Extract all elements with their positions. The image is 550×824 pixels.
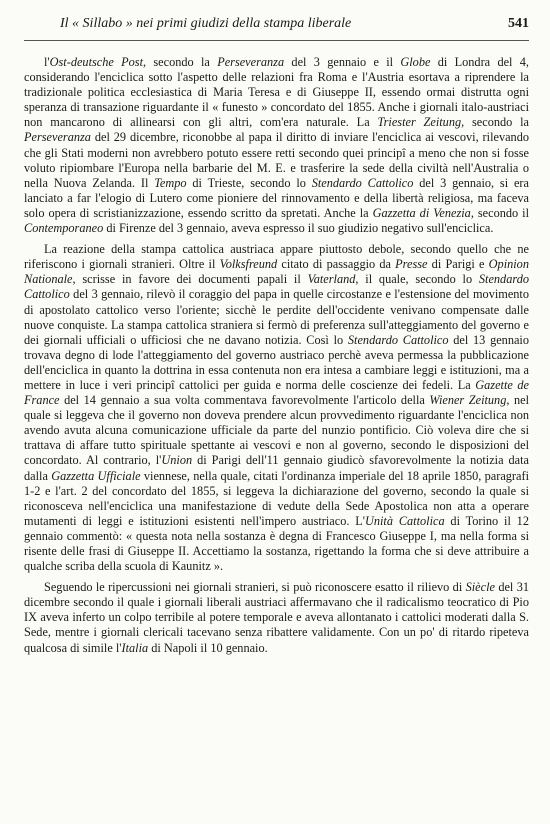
italic-title: Volksfreund [219, 257, 278, 272]
running-header [24, 16, 529, 38]
text-run: La reazione della stampa cattolica austriaca appare piuttosto debole, secondo quello che ne riferiscono i giornali stranieri. Oltre il [24, 242, 529, 272]
text-run: del 31 dicembre secondo il quale i giornali liberali austriaci affermavano che il radicalismo teocratico di Pio IX aveva inferto un colpo terribile al potere temporale e aveva allontanato i cattolici moderati dalla S. Sede, mentre i giornali clericali tacevano senza ribattere validamente. Con un po' di ritardo ripeteva qualcosa di simile l' [24, 580, 529, 655]
italic-title: Tempo [154, 175, 187, 190]
text-run: Seguendo le ripercussioni nei giornali stranieri, si può riconoscere esatto il rilievo di [44, 580, 466, 595]
text-run: del 14 gennaio a sua volta commentava favorevolmente l'articolo della [59, 393, 430, 408]
text-run: del 29 dicembre, riconobbe al papa il diritto di inviare l'enciclica ai vescovi, rilevando che gli Stati moderni non avrebbero potuto essere retti secondo quei principî a meno che non si fosse voluto ripiombare l'Europa nella barbarie del M. E. e trasferire la sede della civiltà nell'Australia o nella Nuova Zelanda. Il [24, 130, 529, 190]
text-run: , secondo la [143, 55, 218, 69]
header-rule [24, 40, 529, 41]
text-run: di Parigi e [427, 257, 489, 272]
italic-title: Perseveranza [217, 55, 285, 69]
text-run: citato di passaggio da [277, 257, 396, 272]
italic-title: Italia [121, 640, 149, 655]
italic-title: Vaterland [307, 272, 356, 287]
italic-title: Contemporaneo [24, 221, 104, 236]
italic-title: Ost-deutsche Post [49, 55, 144, 69]
text-run: di Londra del 4, considerando l'enciclica sotto l'aspetto delle relazioni fra Roma e l'Austria esortava a riprendere la tradizionale politica ecclesiastica di Maria Teresa e di Giuseppe II, essendo ormai distrutta ogni speranza di transazione riguardante il « funesto » concordato del 1855. Anche i giornali italo-austriaci non mancarono di allinearsi con gli altri, com'era naturale. La [24, 55, 529, 130]
italic-title: Stendardo Cattolico [24, 272, 529, 302]
page-number: 541 [508, 16, 529, 31]
text-run: di Firenze del 3 gennaio, aveva espresso il suo giudizio negativo sull'enciclica. [103, 221, 494, 236]
text-run: , secondo il [470, 205, 530, 220]
text-run: di Torino il 12 gennaio commentò: « questa nota nella sostanza è degna di Francesco Giuseppe I, ma nella forma si risente delle frasi di Giuseppe II. Accettiamo la sostanza, rigettando la forma che si deve attribuire a qualche scriba della scuola di Kaunitz ». [24, 513, 529, 574]
text-run: di Parigi dell'11 gennaio giudicò sfavorevolmente la notizia data dalla [24, 453, 529, 483]
italic-title: Globe [400, 55, 431, 69]
paragraph [24, 580, 529, 655]
paragraph [24, 55, 529, 236]
italic-title: Perseveranza [24, 130, 91, 145]
italic-title: Wiener Zeitung [429, 393, 507, 408]
italic-title: Triester Zeitung [377, 115, 462, 130]
text-run: del 13 gennaio trovava degno di lode l'atteggiamento del governo austriaco perchè aveva permessa la pubblicazione dell'enciclica in quanto la dottrina in essa contenuta non era intesa a cambiare leggi e istituzioni, ma a mettere in luce i veri principî cattolici per guida e norma delle coscienze dei fedeli. La [24, 332, 529, 392]
text-run: , secondo la [461, 115, 529, 130]
italic-title: Gazette de France [24, 377, 530, 408]
running-title: Il « Sillabo » nei primi giudizi della stampa liberale [60, 16, 352, 31]
italic-title: Gazzetta di Venezia [372, 205, 471, 220]
paragraph [24, 242, 529, 574]
text-run: di Napoli il 10 gennaio. [148, 640, 268, 655]
italic-title: Opinion Nationale [24, 257, 529, 287]
text-run: l' [44, 55, 50, 69]
italic-title: Unità Cattolica [364, 513, 445, 528]
italic-title: Stendardo Cattolico [347, 332, 449, 347]
italic-title: Siècle [465, 580, 495, 595]
text-run: del 3 gennaio e il [284, 55, 401, 69]
text-run: di Trieste, secondo lo [186, 175, 312, 190]
page [24, 16, 529, 662]
italic-title: Presse [395, 257, 428, 272]
text-run: , scrisse in favore dei documenti papali il [72, 272, 308, 287]
italic-title: Stendardo Cattolico [311, 175, 414, 190]
italic-title: Union [161, 453, 193, 468]
italic-title: Gazzetta Ufficiale [51, 468, 141, 483]
article-body [24, 55, 529, 656]
text-run: viennese, nella quale, citati l'ordinanza imperiale del 18 aprile 1850, paragrafi 1-2 e l'art. 2 del concordato del 1855, si leggeva la dichiarazione del governo, secondo la quale si riconosceva nell'enciclica una manifestazione di vedute della Sede Apostolica non atta a operare mutamenti di leggi e istituzioni esistenti nell'impero austriaco. L' [24, 468, 529, 528]
text-run: , il quale, secondo lo [355, 272, 479, 287]
text-run: del 3 gennaio, si era lanciato a far l'elogio di Lutero come pioniere del rinnovamento e della libertà religiosa, ma faceva solo opera di scristianizzazione, essendo scritto da spretati. Anche la [24, 175, 529, 220]
text-run: del 3 gennaio, rilevò il coraggio del papa in quelle circostanze e l'estensione del movimento di apostolato cattolico verso l'oriente; sicchè le perdite dell'occidente venivano compensate dalle nuove conquiste. La stampa cattolica straniera si fermò di preferenza sull'atteggiamento del governo e dei giornali ufficiali o ufficiosi che ne davano notizia. Così lo [24, 287, 529, 347]
text-run: , nel quale si leggeva che il governo non doveva prendere alcun provvedimento riguardante l'enciclica non avendo avuta alcuna comunicazione ufficiale da parte del nunzio pontificio. Ciò voleva dire che si trattava di affare tutto spirituale spettante ai vescovi e non al governo, secondo le disposizioni del concordato. Al contrario, l' [24, 393, 530, 468]
